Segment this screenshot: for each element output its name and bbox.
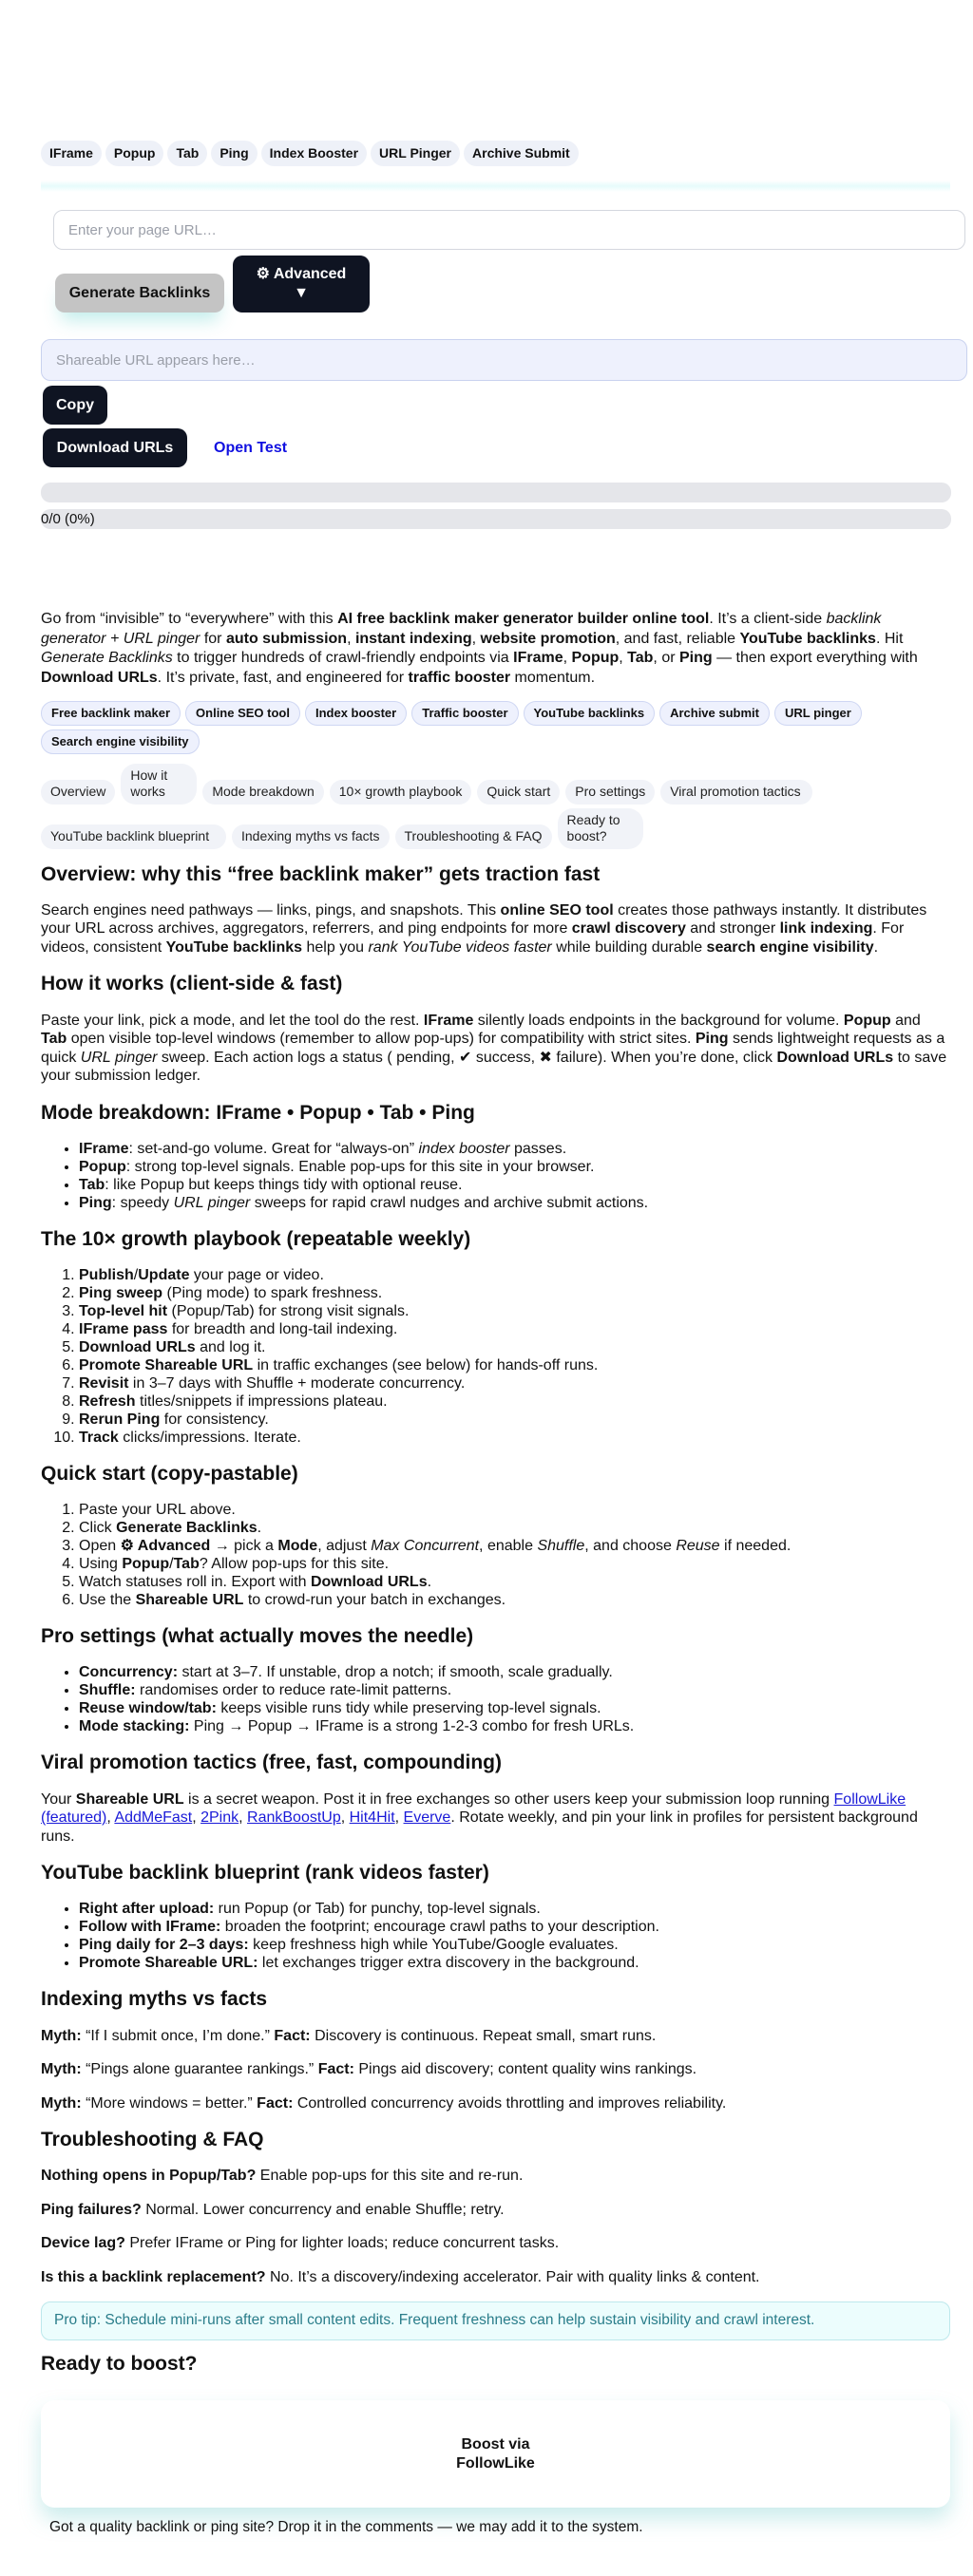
mode-chip[interactable]: URL Pinger xyxy=(371,141,460,166)
list-item xyxy=(79,1519,950,1537)
bold-text: Ping xyxy=(79,1194,112,1211)
bold-text: Shareable URL xyxy=(135,1592,244,1609)
bold-text: Shareable URL xyxy=(75,1790,184,1808)
bold-text: IFrame xyxy=(79,1140,129,1157)
text-segment: — then export everything with xyxy=(712,650,918,666)
section-heading-how-it-works: How it works (client-side & fast) xyxy=(41,973,343,995)
progress-text: 0/0 (0%) xyxy=(41,511,95,527)
text-segment: Watch statuses roll in. Export with xyxy=(79,1574,311,1591)
mode-list xyxy=(41,1140,950,1212)
bold-text: Promote Shareable URL xyxy=(79,1357,254,1374)
text-segment: Enable pop-ups for this site and re-run. xyxy=(256,2168,524,2185)
section-heading-youtube: YouTube backlink blueprint (rank videos faster) xyxy=(41,1862,489,1885)
list-item xyxy=(79,1555,950,1573)
qa-item xyxy=(41,2060,950,2079)
bold-text: instant indexing xyxy=(354,630,472,647)
bold-text: Follow with IFrame: xyxy=(79,1919,221,1936)
text-segment: (Ping mode) to spark freshness. xyxy=(162,1285,383,1302)
text-segment: Using xyxy=(79,1556,123,1573)
bold-text: Tab xyxy=(627,650,654,666)
pro-tip-callout: Pro tip: Schedule mini-runs after small content edits. Frequent freshness can help sustain visibility and crawl interest. xyxy=(41,2301,950,2340)
text-segment: and stronger xyxy=(685,920,780,938)
text-segment: open visible top-level windows (remember to allow pop-ups) for compatibility with strict sites. xyxy=(67,1031,696,1048)
mode-chip[interactable]: Tab xyxy=(167,141,207,166)
text-segment: . xyxy=(257,1520,262,1537)
text-segment: , xyxy=(347,630,355,647)
text-segment: Go from “invisible” to “everywhere” with this xyxy=(41,611,338,627)
bold-text: Nothing opens in Popup/Tab? xyxy=(41,2168,257,2185)
text-segment: No. It’s a discovery/indexing accelerator. Pair with quality links & content. xyxy=(265,2268,760,2285)
mode-chip[interactable]: Index Booster xyxy=(261,141,367,166)
bold-text: Ping sweep xyxy=(79,1285,163,1302)
bold-text: Ping xyxy=(678,650,713,666)
list-item xyxy=(79,1717,950,1735)
url-input[interactable] xyxy=(53,210,965,250)
italic-text: Reuse xyxy=(676,1538,720,1555)
section-heading-playbook: The 10× growth playbook (repeatable weekly) xyxy=(41,1227,471,1250)
bold-text: Generate Backlinks xyxy=(116,1520,258,1537)
section-heading-quick-start: Quick start (copy-pastable) xyxy=(41,1463,298,1486)
text-segment: and log it. xyxy=(195,1339,266,1356)
list-item xyxy=(79,1338,950,1356)
text-segment: , or xyxy=(653,650,679,666)
bold-text: Tab xyxy=(173,1556,200,1573)
text-segment: : like Popup but keeps things tidy with optional reuse. xyxy=(105,1176,463,1193)
progress-bar-secondary xyxy=(41,509,951,529)
text-segment: keeps visible runs tidy while preserving top-level signals. xyxy=(216,1700,601,1717)
how-it-works-paragraph xyxy=(41,1012,950,1086)
bold-text: Myth: xyxy=(41,2094,82,2112)
text-segment: , xyxy=(619,650,628,666)
list-item xyxy=(79,1266,950,1284)
bold-text: Revisit xyxy=(79,1375,129,1392)
qa-item xyxy=(41,2201,950,2220)
toc-link[interactable]: 10× growth playbook xyxy=(330,780,472,805)
bold-text: Fact: xyxy=(257,2094,294,2112)
bold-text: IFrame xyxy=(423,1012,474,1029)
bold-text: Promote Shareable URL: xyxy=(79,1955,258,1972)
text-segment: start at 3–7. If unstable, drop a notch; if smooth, scale gradually. xyxy=(178,1664,613,1681)
text-segment: : set-and-go volume. Great for “always-on” xyxy=(128,1140,419,1157)
bold-text: Is this a backlink replacement? xyxy=(41,2268,266,2285)
toc-link[interactable]: Troubleshooting & FAQ xyxy=(395,824,552,849)
bold-text: Shuffle: xyxy=(79,1682,136,1699)
bold-text: IFrame pass xyxy=(79,1321,168,1338)
italic-text: URL pinger xyxy=(173,1194,251,1211)
mode-chip[interactable]: Archive Submit xyxy=(464,141,579,166)
text-segment: Click xyxy=(79,1520,117,1537)
text-segment: , enable xyxy=(479,1538,538,1555)
list-item xyxy=(79,1356,950,1374)
bold-text: Mode xyxy=(277,1538,318,1555)
bold-text: Myth: xyxy=(41,2061,82,2078)
text-segment: . Rotate weekly, and pin your link in profiles for persistent background runs. xyxy=(41,1809,918,1845)
keyword-tag: Index booster xyxy=(305,701,407,726)
text-segment: , xyxy=(106,1809,115,1827)
exchange-link[interactable]: Everve xyxy=(403,1809,451,1827)
text-segment: momentum. xyxy=(510,669,596,686)
bold-text: Myth: xyxy=(41,2027,82,2044)
text-segment: clicks/impressions. Iterate. xyxy=(118,1430,301,1447)
text-segment: : speedy xyxy=(111,1194,174,1211)
progress-bar xyxy=(41,483,951,502)
italic-text: rank YouTube videos faster xyxy=(368,938,552,956)
text-segment: Use the xyxy=(79,1592,136,1609)
list-item xyxy=(79,1284,950,1302)
bold-text: Top-level hit xyxy=(79,1303,168,1320)
text-segment: , and choose xyxy=(584,1538,677,1555)
text-segment: to crowd-run your batch in exchanges. xyxy=(243,1592,506,1609)
text-segment: Discovery is continuous. Repeat small, smart runs. xyxy=(310,2027,657,2044)
list-item xyxy=(79,1663,950,1681)
list-item xyxy=(79,1573,950,1591)
advanced-button[interactable] xyxy=(233,256,370,313)
list-item xyxy=(79,1591,950,1609)
section-heading-viral: Viral promotion tactics (free, fast, compounding) xyxy=(41,1752,502,1774)
italic-text: backlink generator + URL pinger xyxy=(41,611,882,647)
download-urls-button[interactable]: Download URLs xyxy=(43,428,187,467)
bold-text: Tab xyxy=(41,1031,67,1048)
exchange-link[interactable]: AddMeFast xyxy=(114,1809,193,1827)
text-segment: , xyxy=(563,650,572,666)
playbook-list xyxy=(41,1266,950,1447)
keyword-tag: Archive submit xyxy=(659,701,770,726)
bold-text: Fact: xyxy=(317,2061,354,2078)
italic-text: Max Concurrent xyxy=(371,1538,480,1555)
overview-paragraph xyxy=(41,901,950,957)
keyword-tag: URL pinger xyxy=(774,701,862,726)
bold-text: Tab xyxy=(79,1176,105,1193)
text-segment: for breadth and long-tail indexing. xyxy=(167,1321,398,1338)
text-segment: → pick a xyxy=(210,1538,278,1555)
exchange-link[interactable]: 2Pink xyxy=(200,1809,239,1827)
toc-link[interactable]: Overview xyxy=(41,780,115,805)
text-segment: Your xyxy=(41,1790,76,1808)
text-segment: sends lightweight requests as a quick xyxy=(41,1031,945,1066)
text-segment: sweep. Each action logs a status ( pending, ✔ success, ✖ failure). When you’re done, click xyxy=(157,1049,777,1066)
text-segment: Ping → Popup → IFrame is a strong 1-2-3 combo for fresh URLs. xyxy=(189,1718,635,1735)
myths-list xyxy=(41,2027,950,2113)
list-item xyxy=(79,1302,950,1320)
bold-text: search engine visibility xyxy=(706,938,874,956)
bold-text: Update xyxy=(138,1267,190,1284)
text-segment: “More windows = better.” xyxy=(81,2094,258,2112)
text-segment: for consistency. xyxy=(160,1411,269,1429)
text-segment: Paste your link, pick a mode, and let the tool do the rest. xyxy=(41,1012,424,1029)
text-segment: and xyxy=(890,1012,921,1029)
text-segment: “If I submit once, I’m done.” xyxy=(81,2027,275,2044)
bold-text: Ping failures? xyxy=(41,2201,142,2218)
list-item xyxy=(79,1411,950,1429)
toc-link[interactable]: Viral promotion tactics xyxy=(660,780,812,805)
bold-text: Download URLs xyxy=(310,1574,428,1591)
text-segment: , xyxy=(340,1809,350,1827)
text-segment: . For videos, consistent xyxy=(41,920,905,956)
text-segment: if needed. xyxy=(719,1538,792,1555)
text-segment: Pings aid discovery; content quality wins rankings. xyxy=(353,2061,697,2078)
viral-paragraph xyxy=(41,1790,950,1847)
bold-text: Publish xyxy=(79,1267,134,1284)
intro-paragraph xyxy=(41,610,950,688)
section-heading-myths: Indexing myths vs facts xyxy=(41,1988,268,2011)
text-segment: , xyxy=(238,1809,248,1827)
text-segment: in traffic exchanges (see below) for hands-off runs. xyxy=(253,1357,599,1374)
text-segment: . It’s a client-side xyxy=(709,611,827,627)
bold-text: Refresh xyxy=(79,1393,136,1411)
bold-text: AI free backlink maker generator builder online tool xyxy=(337,611,710,627)
bold-text: Popup xyxy=(843,1012,891,1029)
bold-text: Download URLs xyxy=(41,669,158,686)
text-segment: passes. xyxy=(509,1140,567,1157)
toc-link[interactable]: Indexing myths vs facts xyxy=(232,824,390,849)
list-item xyxy=(79,1699,950,1717)
list-item xyxy=(79,1158,950,1176)
text-segment: / xyxy=(169,1556,174,1573)
bold-text: Download URLs xyxy=(776,1049,894,1066)
list-item xyxy=(79,1320,950,1338)
pro-settings-list xyxy=(41,1663,950,1735)
bold-text: Concurrency: xyxy=(79,1664,179,1681)
bold-text: link indexing xyxy=(779,920,873,938)
text-segment: : strong top-level signals. Enable pop-ups for this site in your browser. xyxy=(125,1158,595,1175)
text-segment: “Pings alone guarantee rankings.” xyxy=(81,2061,318,2078)
text-segment: Normal. Lower concurrency and enable Shuffle; retry. xyxy=(141,2201,505,2218)
bold-text: Mode stacking: xyxy=(79,1718,190,1735)
keyword-tag: YouTube backlinks xyxy=(524,701,656,726)
italic-text: index booster xyxy=(418,1140,510,1157)
text-segment: Controlled concurrency avoids throttling and improves reliability. xyxy=(293,2094,727,2112)
section-heading-faq: Troubleshooting & FAQ xyxy=(41,2129,264,2151)
qa-item xyxy=(41,2268,950,2287)
text-segment: to trigger hundreds of crawl-friendly endpoints via xyxy=(172,650,514,666)
boost-card[interactable] xyxy=(41,2400,950,2508)
list-item xyxy=(79,1194,950,1212)
bold-text: Track xyxy=(79,1430,119,1447)
bold-text: IFrame xyxy=(513,650,563,666)
text-segment: , and fast, reliable xyxy=(615,630,740,647)
toc-link[interactable]: Pro settings xyxy=(565,780,655,805)
text-segment: while building durable xyxy=(551,938,707,956)
text-segment: ? Allow pop-ups for this site. xyxy=(199,1556,390,1573)
quick-start-list xyxy=(41,1501,950,1609)
qa-item xyxy=(41,2167,950,2186)
text-segment: Prefer IFrame or Ping for lighter loads; reduce concurrent tasks. xyxy=(124,2235,560,2252)
shareable-url-field[interactable] xyxy=(41,339,967,381)
bold-text: Ping xyxy=(695,1031,729,1048)
text-segment: silently loads endpoints in the background for volume. xyxy=(473,1012,844,1029)
bold-text: crawl discovery xyxy=(571,920,686,938)
bold-text: YouTube backlinks xyxy=(739,630,876,647)
list-item xyxy=(79,1501,950,1519)
toc-link[interactable]: Mode breakdown xyxy=(202,780,323,805)
footnote: Got a quality backlink or ping site? Drop it in the comments — we may add it to the system. xyxy=(49,2519,643,2536)
mode-chip[interactable]: Ping xyxy=(211,141,257,166)
bold-text: Rerun Ping xyxy=(79,1411,161,1429)
bold-text: Fact: xyxy=(274,2027,311,2044)
keyword-tag: Free backlink maker xyxy=(41,701,181,726)
text-segment: . xyxy=(873,938,879,956)
bold-text: Popup xyxy=(122,1556,170,1573)
list-item xyxy=(79,1392,950,1411)
list-item xyxy=(79,1429,950,1447)
list-item xyxy=(79,1681,950,1699)
faq-list xyxy=(41,2167,950,2286)
section-heading-pro-settings: Pro settings (what actually moves the needle) xyxy=(41,1625,474,1648)
text-segment: , xyxy=(471,630,481,647)
toc-link[interactable]: Quick start xyxy=(477,780,560,805)
youtube-list xyxy=(41,1900,950,1972)
exchange-link[interactable]: FollowLike (featured) xyxy=(41,1790,906,1827)
text-segment: your page or video. xyxy=(189,1267,324,1284)
text-segment: . Hit xyxy=(875,630,904,647)
bold-text: online SEO tool xyxy=(500,901,614,919)
text-segment: / xyxy=(133,1267,139,1284)
list-item xyxy=(79,1176,950,1194)
toc-link[interactable]: YouTube backlink blueprint xyxy=(41,824,226,849)
exchange-link[interactable]: RankBoostUp xyxy=(247,1809,341,1827)
italic-text: URL pinger xyxy=(80,1049,158,1066)
bold-text: ⚙ Advanced xyxy=(120,1538,211,1555)
text-segment: , adjust xyxy=(317,1538,372,1555)
toc-link[interactable]: Ready to boost? xyxy=(558,808,643,849)
text-segment: to save your submission ledger. xyxy=(41,1049,947,1085)
qa-item xyxy=(41,2234,950,2253)
list-item xyxy=(79,1900,950,1918)
bold-text: YouTube backlinks xyxy=(165,938,303,956)
section-heading-modes: Mode breakdown: IFrame • Popup • Tab • Ping xyxy=(41,1101,475,1124)
bold-text: auto submission xyxy=(225,630,348,647)
text-segment: help you xyxy=(302,938,369,956)
open-test-link[interactable]: Open Test xyxy=(214,440,288,456)
bold-text: Popup xyxy=(571,650,620,666)
keyword-tag: Online SEO tool xyxy=(185,701,300,726)
bold-text: Right after upload: xyxy=(79,1901,215,1918)
qa-item xyxy=(41,2094,950,2113)
keyword-tags xyxy=(41,701,950,754)
italic-text: Generate Backlinks xyxy=(41,650,173,666)
list-item xyxy=(79,1374,950,1392)
toc-link[interactable]: How it works xyxy=(121,764,197,805)
text-segment: for xyxy=(200,630,226,647)
text-segment: Paste your URL above. xyxy=(79,1502,236,1519)
bold-text: Download URLs xyxy=(79,1339,196,1356)
chevron-down-icon: ▼ xyxy=(294,285,309,301)
bold-text: Popup xyxy=(79,1158,126,1175)
italic-text: Shuffle xyxy=(537,1538,585,1555)
text-segment: let exchanges trigger extra discovery in the background. xyxy=(258,1955,639,1972)
section-heading-ready: Ready to boost? xyxy=(41,2353,198,2376)
text-segment: is a secret weapon. Post it in free exchanges so other users keep your submission loop running xyxy=(183,1790,834,1808)
text-segment: Open xyxy=(79,1538,121,1555)
text-segment: run Popup (or Tab) for punchy, top-level signals. xyxy=(214,1901,541,1918)
mode-chip[interactable]: IFrame xyxy=(41,141,102,166)
copy-button[interactable]: Copy xyxy=(43,386,107,425)
text-segment: Search engines need pathways — links, pings, and snapshots. This xyxy=(41,901,501,919)
section-heading-overview: Overview: why this “free backlink maker” gets traction fast xyxy=(41,862,601,885)
text-segment: , xyxy=(192,1809,201,1827)
text-segment: . It’s private, fast, and engineered for xyxy=(157,669,409,686)
bold-text: Device lag? xyxy=(41,2235,125,2252)
advanced-label: ⚙ Advanced xyxy=(256,266,347,282)
text-segment: randomises order to reduce rate-limit patterns. xyxy=(135,1682,452,1699)
exchange-link[interactable]: Hit4Hit xyxy=(349,1809,395,1827)
text-segment: broaden the footprint; encourage crawl paths to your description. xyxy=(220,1919,659,1936)
generate-backlinks-button[interactable]: Generate Backlinks xyxy=(55,274,224,313)
text-segment: (Popup/Tab) for strong visit signals. xyxy=(167,1303,410,1320)
text-segment: . xyxy=(427,1574,432,1591)
article xyxy=(41,610,950,2537)
text-segment: sweeps for rapid crawl nudges and archive submit actions. xyxy=(250,1194,649,1211)
list-item xyxy=(79,1936,950,1954)
text-segment: creates those pathways instantly. It distributes your URL across archives, aggregators, referrers, and ping endpoints for more xyxy=(41,901,927,938)
list-item xyxy=(79,1537,950,1555)
bold-text: Ping daily for 2–3 days: xyxy=(79,1937,249,1954)
text-segment: in 3–7 days with Shuffle + moderate concurrency. xyxy=(128,1375,466,1392)
boost-followlike-button[interactable]: Boost via FollowLike xyxy=(456,2436,535,2472)
qa-item xyxy=(41,2027,950,2046)
text-segment: keep freshness high while YouTube/Google evaluates. xyxy=(248,1937,619,1954)
list-item xyxy=(79,1918,950,1936)
text-segment: , xyxy=(394,1809,404,1827)
text-segment: titles/snippets if impressions plateau. xyxy=(135,1393,388,1411)
list-item xyxy=(79,1140,950,1158)
mode-chip[interactable]: Popup xyxy=(105,141,164,166)
decorative-glow xyxy=(41,180,950,192)
list-item xyxy=(79,1954,950,1972)
bold-text: Reuse window/tab: xyxy=(79,1700,217,1717)
mode-chips xyxy=(41,141,579,166)
keyword-tag: Search engine visibility xyxy=(41,729,200,754)
bold-text: traffic booster xyxy=(408,669,511,686)
table-of-contents xyxy=(41,764,877,849)
keyword-tag: Traffic booster xyxy=(411,701,518,726)
bold-text: website promotion xyxy=(480,630,616,647)
